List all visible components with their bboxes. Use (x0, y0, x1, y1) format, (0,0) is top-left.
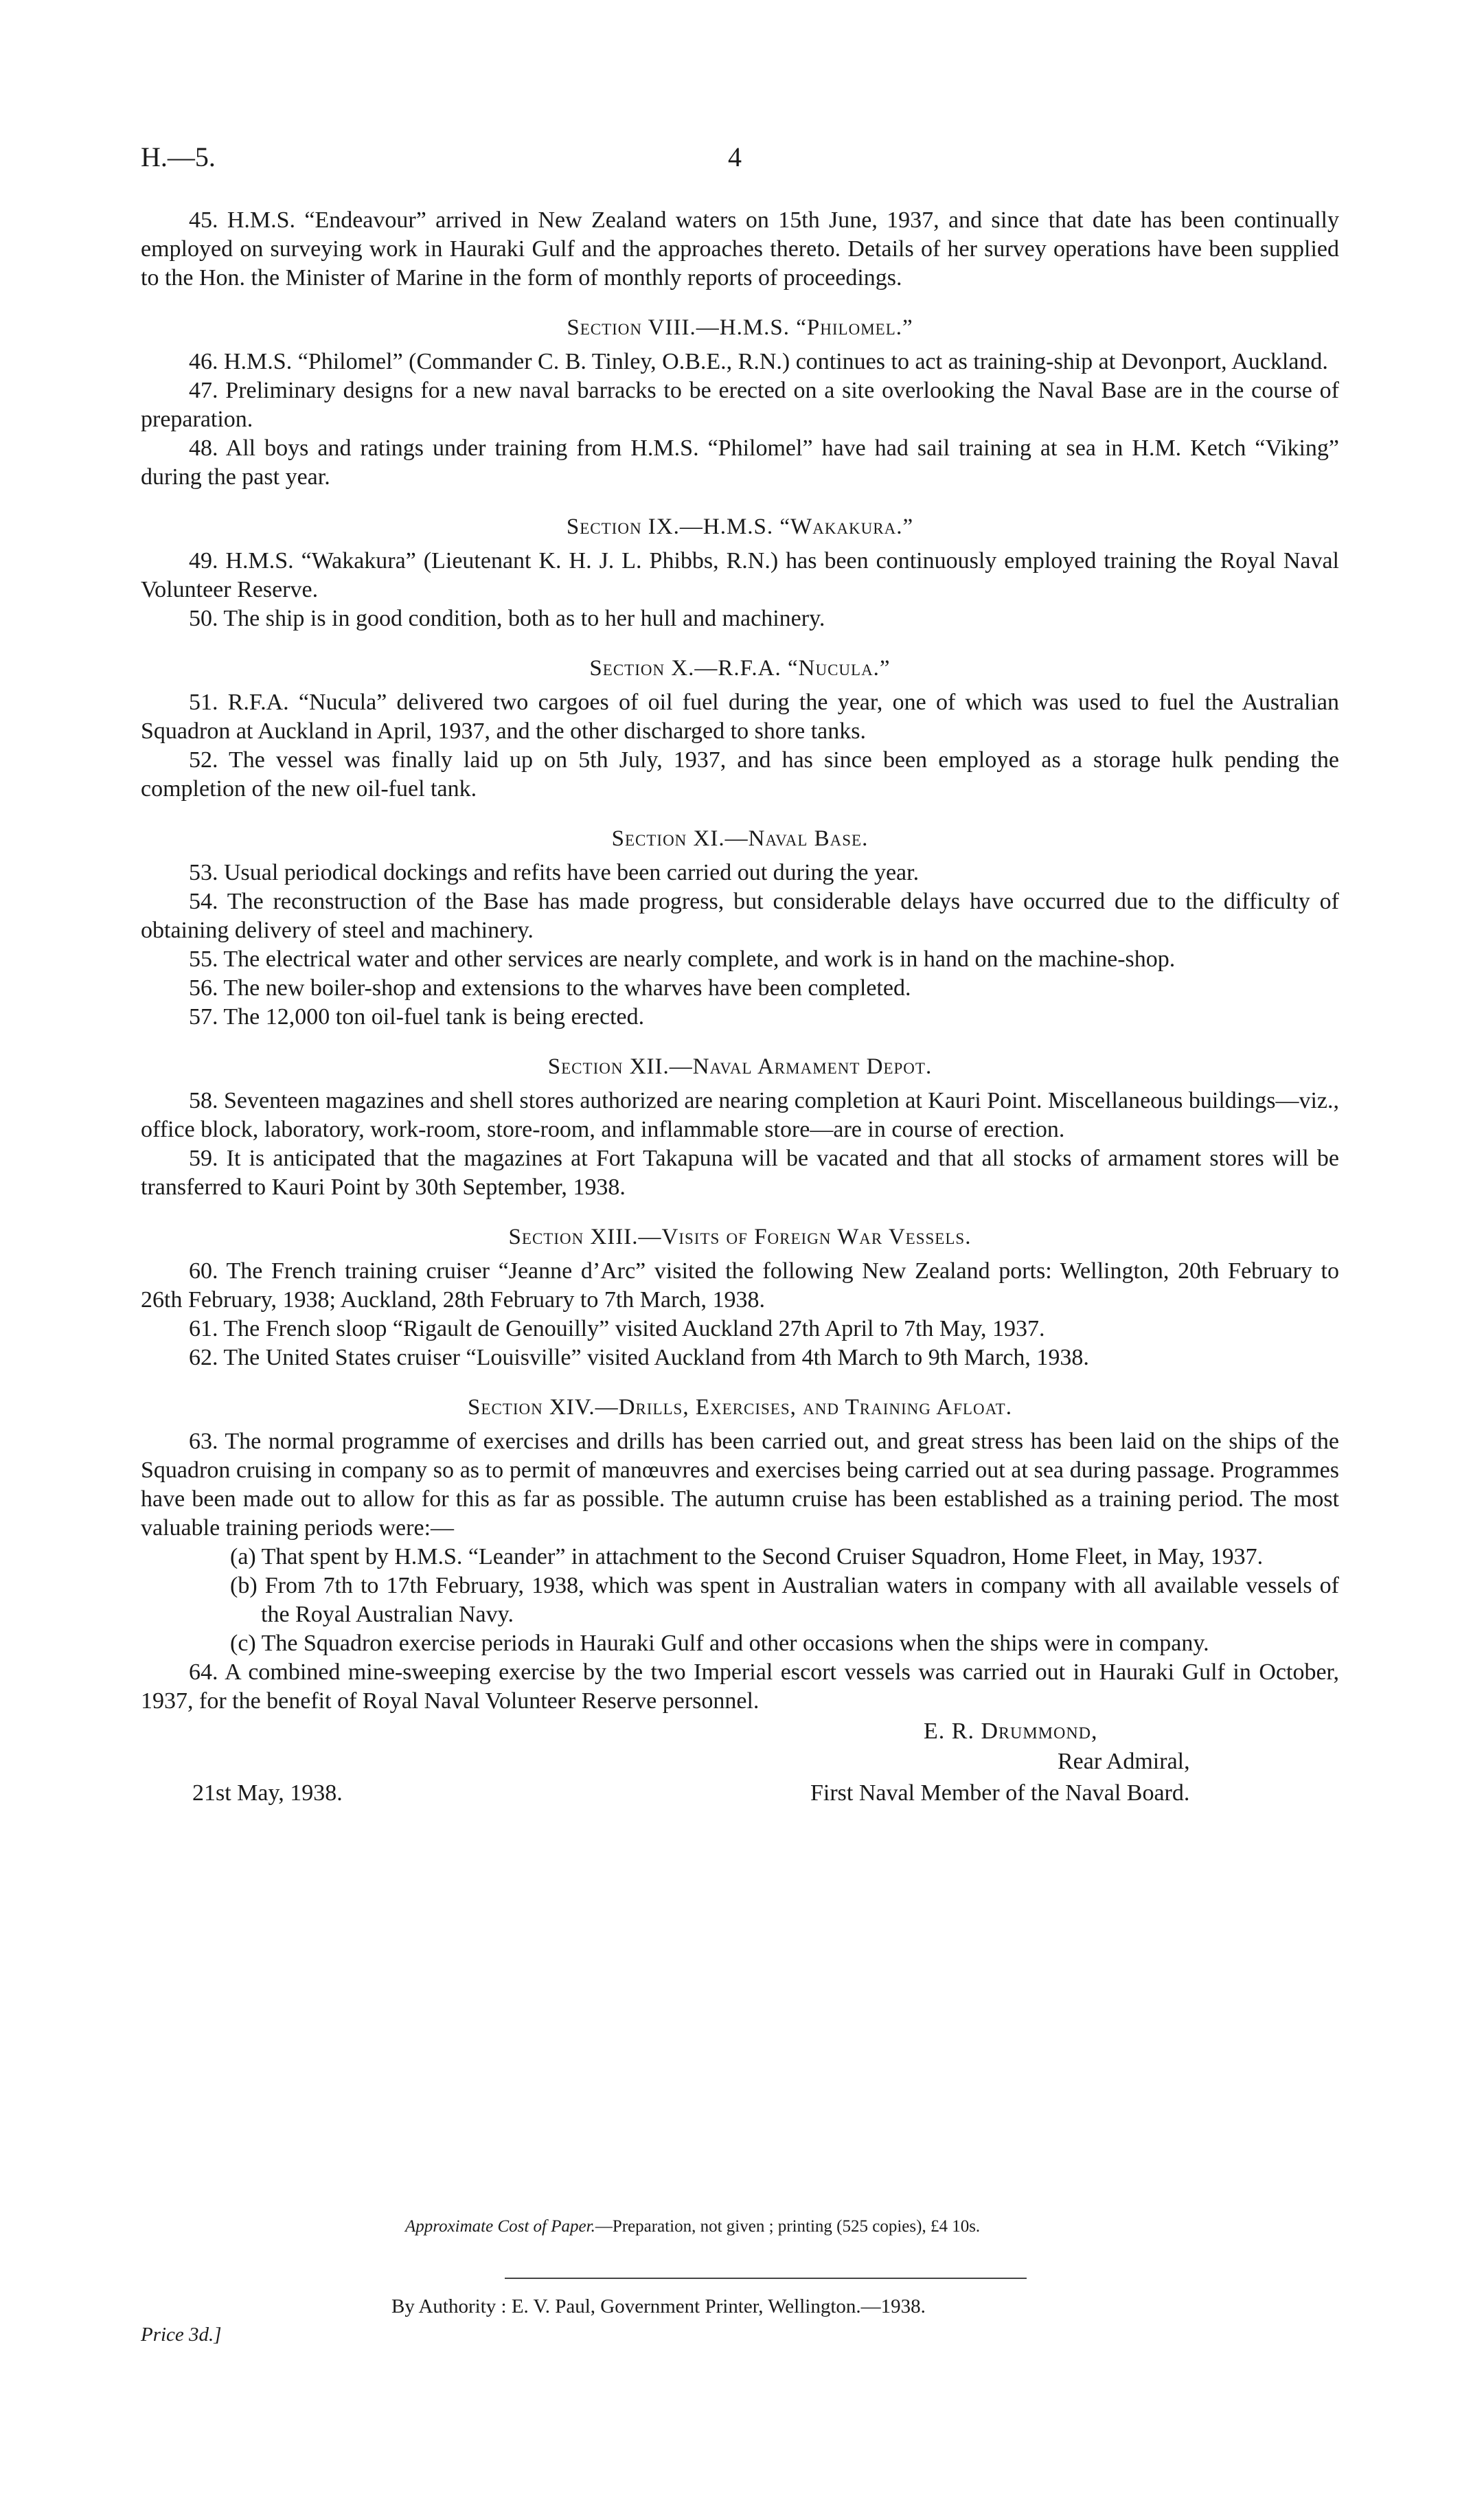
list-item-c: (c) The Squadron exercise periods in Hauraki Gulf and other occasions when the ships were in company. (230, 1631, 1209, 1656)
section-heading-ix: Section IX.—H.M.S. “Wakakura.” (566, 514, 914, 539)
section-heading-xiv: Section XIV.—Drills, Exercises, and Training Afloat. (468, 1395, 1012, 1420)
section-heading-xii: Section XII.—Naval Armament Depot. (547, 1054, 933, 1079)
paragraph-60: 60. The French training cruiser “Jeanne d’Arc” visited the following New Zealand ports: Wellington, 20th February to 26th February, 1938; Auckland, 28th February to 7th March, 1938. (141, 1258, 1339, 1313)
list-item-a: (a) That spent by H.M.S. “Leander” in attachment to the Second Cruiser Squadron, Home Fleet, in May, 1937. (230, 1544, 1264, 1569)
paragraph-52: 52. The vessel was finally laid up on 5th July, 1937, and has since been employed as a storage hulk pending the completion of the new oil-fuel tank. (141, 747, 1339, 802)
paragraph-45: 45. H.M.S. “Endeavour” arrived in New Zealand waters on 15th June, 1937, and since that date has been continually employed on surveying work in Hauraki Gulf and the approaches thereto. Details of her survey operations have been supplied to the Hon. the Minister of Marine in the form of monthly reports of proceedings. (141, 207, 1339, 291)
paragraph-63: 63. The normal programme of exercises and drills has been carried out, and great stress has been laid on the ships of the Squadron cruising in company so as to permit of manœuvres and exercises being carried out at sea during passage. Programmes have been made out to allow for this as far as possible. The autumn cruise has been established as a training period. The most valuable training periods were:— (141, 1429, 1339, 1541)
section-heading-xi: Section XI.—Naval Base. (611, 826, 869, 851)
signatory-name: E. R. Drummond, (924, 1718, 1098, 1744)
paragraph-49: 49. H.M.S. “Wakakura” (Lieutenant K. H. J. L. Phibbs, R.N.) has been continuously employed training the Royal Naval Volunteer Reserve. (141, 548, 1339, 602)
paragraph-61: 61. The French sloop “Rigault de Genouilly” visited Auckland 27th April to 7th May, 1937. (189, 1316, 1045, 1341)
paragraph-59: 59. It is anticipated that the magazines at Fort Takapuna will be vacated and that all stocks of armament stores will be transferred to Kauri Point by 30th September, 1938. (141, 1146, 1339, 1200)
paragraph-57: 57. The 12,000 ton oil-fuel tank is being erected. (189, 1004, 645, 1030)
printer-authority: By Authority : E. V. Paul, Government Printer, Wellington.—1938. (391, 2295, 926, 2317)
list-item-b: (b) From 7th to 17th February, 1938, which was spent in Australian waters in company with all available vessels of the Royal Australian Navy. (230, 1573, 1339, 1627)
paragraph-54: 54. The reconstruction of the Base has made progress, but considerable delays have occurred due to the difficulty of obtaining delivery of steel and machinery. (141, 889, 1339, 943)
section-heading-viii: Section VIII.—H.M.S. “Philomel.” (567, 315, 913, 340)
paragraph-46: 46. H.M.S. “Philomel” (Commander C. B. Tinley, O.B.E., R.N.) continues to act as training-ship at Devonport, Auckland. (189, 349, 1328, 374)
document-reference: H.—5. (141, 141, 216, 172)
paragraph-62: 62. The United States cruiser “Louisville” visited Auckland from 4th March to 9th March, 1938. (189, 1345, 1089, 1370)
signature-block (141, 1717, 1339, 1841)
paragraph-48: 48. All boys and ratings under training from H.M.S. “Philomel” have had sail training at sea in H.M. Ketch “Viking” during the past year. (141, 435, 1339, 490)
paragraph-50: 50. The ship is in good condition, both as to her hull and machinery. (189, 606, 825, 631)
signatory-title: First Naval Member of the Naval Board. (810, 1780, 1190, 1806)
paragraph-53: 53. Usual periodical dockings and refits have been carried out during the year. (189, 860, 920, 885)
price-note: Price 3d.] (141, 2324, 222, 2346)
paragraph-51: 51. R.F.A. “Nucula” delivered two cargoes of oil fuel during the year, one of which was used to fuel the Australian Squadron at Auckland in April, 1937, and the other discharged to shore tanks. (141, 690, 1339, 744)
paragraph-47: 47. Preliminary designs for a new naval barracks to be erected on a site overlooking the Naval Base are in the course of preparation. (141, 378, 1339, 432)
document-body (141, 206, 1339, 1841)
paragraph-64: 64. A combined mine-sweeping exercise by the two Imperial escort vessels was carried out in Hauraki Gulf in October, 1937, for the benefit of Royal Naval Volunteer Reserve personnel. (141, 1659, 1339, 1714)
paragraph-58: 58. Seventeen magazines and shell stores authorized are nearing completion at Kauri Point. Miscellaneous buildings—viz., office block, laboratory, work-room, store-room, and inflammable store—are in course of erection. (141, 1088, 1339, 1142)
divider-rule (505, 2278, 1027, 2279)
section-heading-xiii: Section XIII.—Visits of Foreign War Vessels. (508, 1225, 972, 1249)
section-heading-x: Section X.—R.F.A. “Nucula.” (589, 656, 891, 681)
cost-text: —Preparation, not given ; printing (525 copies), £4 10s. (595, 2217, 981, 2236)
cost-of-paper-note (405, 2217, 980, 2236)
page-number: 4 (728, 141, 742, 172)
signature-date: 21st May, 1938. (192, 1780, 343, 1806)
paragraph-55: 55. The electrical water and other services are nearly complete, and work is in hand on the machine-shop. (189, 946, 1176, 972)
paragraph-56: 56. The new boiler-shop and extensions to the wharves have been completed. (189, 975, 911, 1001)
signatory-rank: Rear Admiral, (1058, 1749, 1190, 1774)
cost-label: Approximate Cost of Paper. (405, 2217, 595, 2236)
